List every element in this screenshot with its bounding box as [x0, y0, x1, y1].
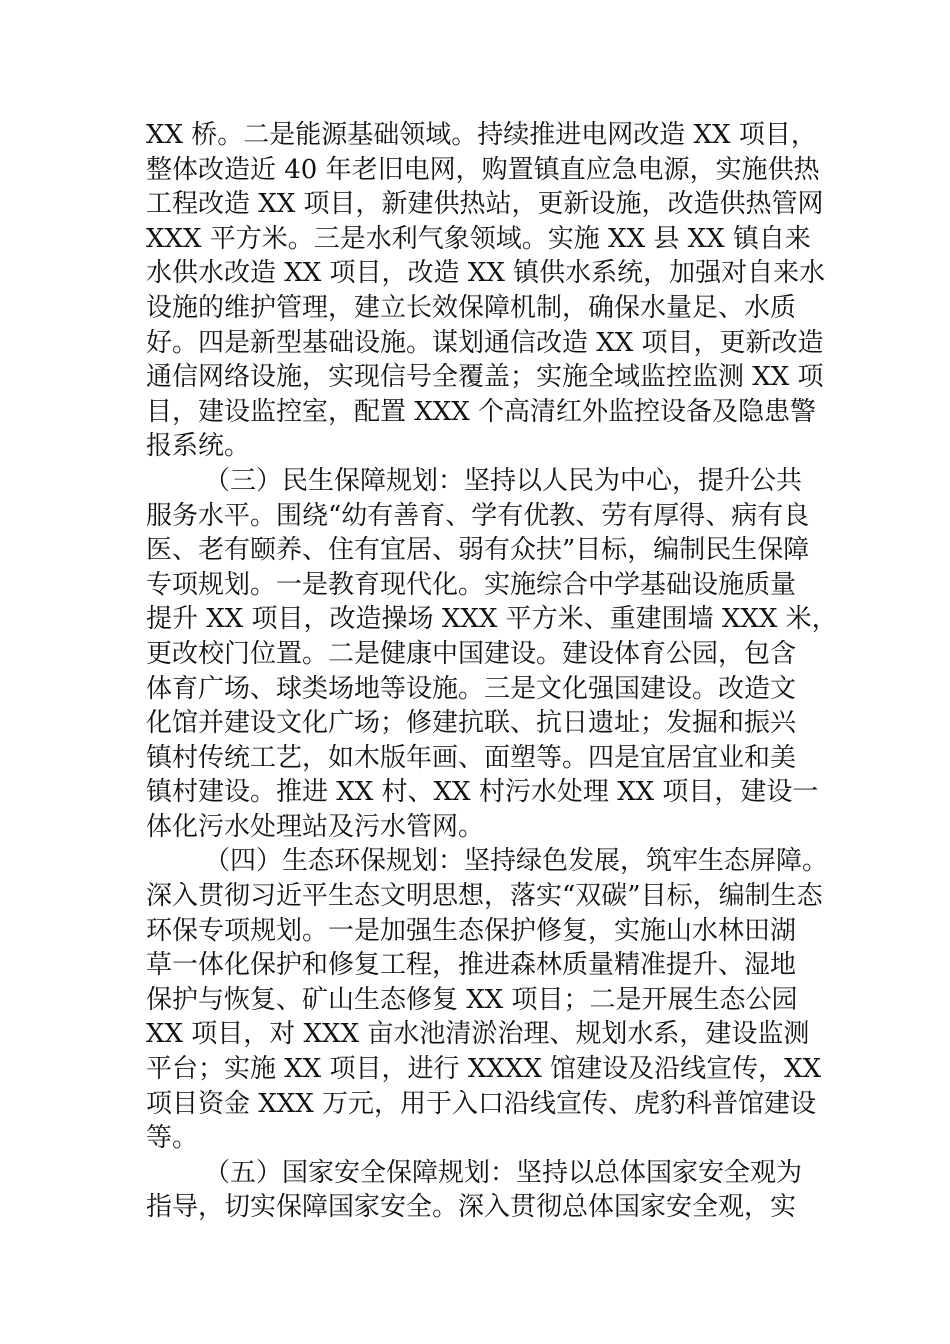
text-line: 镇村传统工艺，如木版年画、面塑等。四是宜居宜业和美 [146, 742, 797, 773]
text-line: 体化污水处理站及污水管网。 [146, 811, 485, 842]
text-line: 服务水平。围绕“幼有善育、学有优教、劳有厚得、病有良 [146, 500, 810, 531]
text-line: 水供水改造 XX 项目，改造 XX 镇供水系统，加强对自来水 [146, 258, 826, 289]
text-line: 保护与恢复、矿山生态修复 XX 项目；二是开展生态公园 [146, 984, 798, 1015]
text-line: 项目资金 XXX 万元，用于入口沿线宣传、虎豹科普馆建设 [146, 1088, 817, 1119]
section-heading-line: （四）生态环保规划：坚持绿色发展，筑牢生态屏障。 [204, 846, 829, 877]
text-line: 整体改造近 40 年老旧电网，购置镇直应急电源，实施供热 [146, 154, 820, 185]
text-line: 提升 XX 项目，改造操场 XXX 平方米、重建围墙 XXX 米， [146, 604, 838, 635]
text-line: 环保专项规划。一是加强生态保护修复，实施山水林田湖 [146, 915, 797, 946]
text-line: 报系统。 [146, 431, 251, 462]
text-line: 指导，切实保障国家安全。深入贯彻总体国家安全观，实 [146, 1192, 797, 1223]
text-line: 化馆并建设文化广场；修建抗联、抗日遗址；发掘和振兴 [146, 708, 797, 739]
text-line: 镇村建设。推进 XX 村、XX 村污水处理 XX 项目，建设一 [146, 777, 819, 808]
text-line: 通信网络设施，实现信号全覆盖；实施全域监控监测 XX 项 [146, 362, 824, 393]
text-line: XXX 平方米。三是水利气象领域。实施 XX 县 XX 镇自来 [146, 223, 811, 254]
text-line: 医、老有颐养、住有宜居、弱有众扶”目标，编制民生保障 [146, 535, 810, 566]
text-line: 体育广场、球类场地等设施。三是文化强国建设。改造文 [146, 673, 797, 704]
text-line: XX 桥。二是能源基础领域。持续推进电网改造 XX 项目， [146, 120, 817, 150]
section-heading-line: （五）国家安全保障规划：坚持以总体国家安全观为 [204, 1157, 803, 1188]
document-body-text [146, 118, 836, 1225]
text-line: 更改校门位置。二是健康中国建设。建设体育公园，包含 [146, 638, 797, 669]
text-line: XX 项目，对 XXX 亩水池清淤治理、规划水系，建设监测 [146, 1019, 810, 1050]
text-line: 设施的维护管理，建立长效保障机制，确保水量足、水质 [146, 292, 797, 323]
text-line: 专项规划。一是教育现代化。实施综合中学基础设施质量 [146, 569, 797, 600]
text-line: 好。四是新型基础设施。谋划通信改造 XX 项目，更新改造 [146, 327, 824, 358]
text-line: 等。 [146, 1123, 199, 1154]
text-line: 草一体化保护和修复工程，推进森林质量精准提升、湿地 [146, 950, 797, 981]
text-line: 目，建设监控室，配置 XXX 个高清红外监控设备及隐患警 [146, 396, 817, 427]
section-heading-line: （三）民生保障规划：坚持以人民为中心，提升公共 [204, 465, 803, 496]
text-line: 平台；实施 XX 项目，进行 XXXX 馆建设及沿线宣传，XX [146, 1054, 822, 1085]
text-line: 工程改造 XX 项目，新建供热站，更新设施，改造供热管网 [146, 189, 824, 220]
text-line: 深入贯彻习近平生态文明思想，落实“双碳”目标，编制生态 [146, 881, 823, 912]
